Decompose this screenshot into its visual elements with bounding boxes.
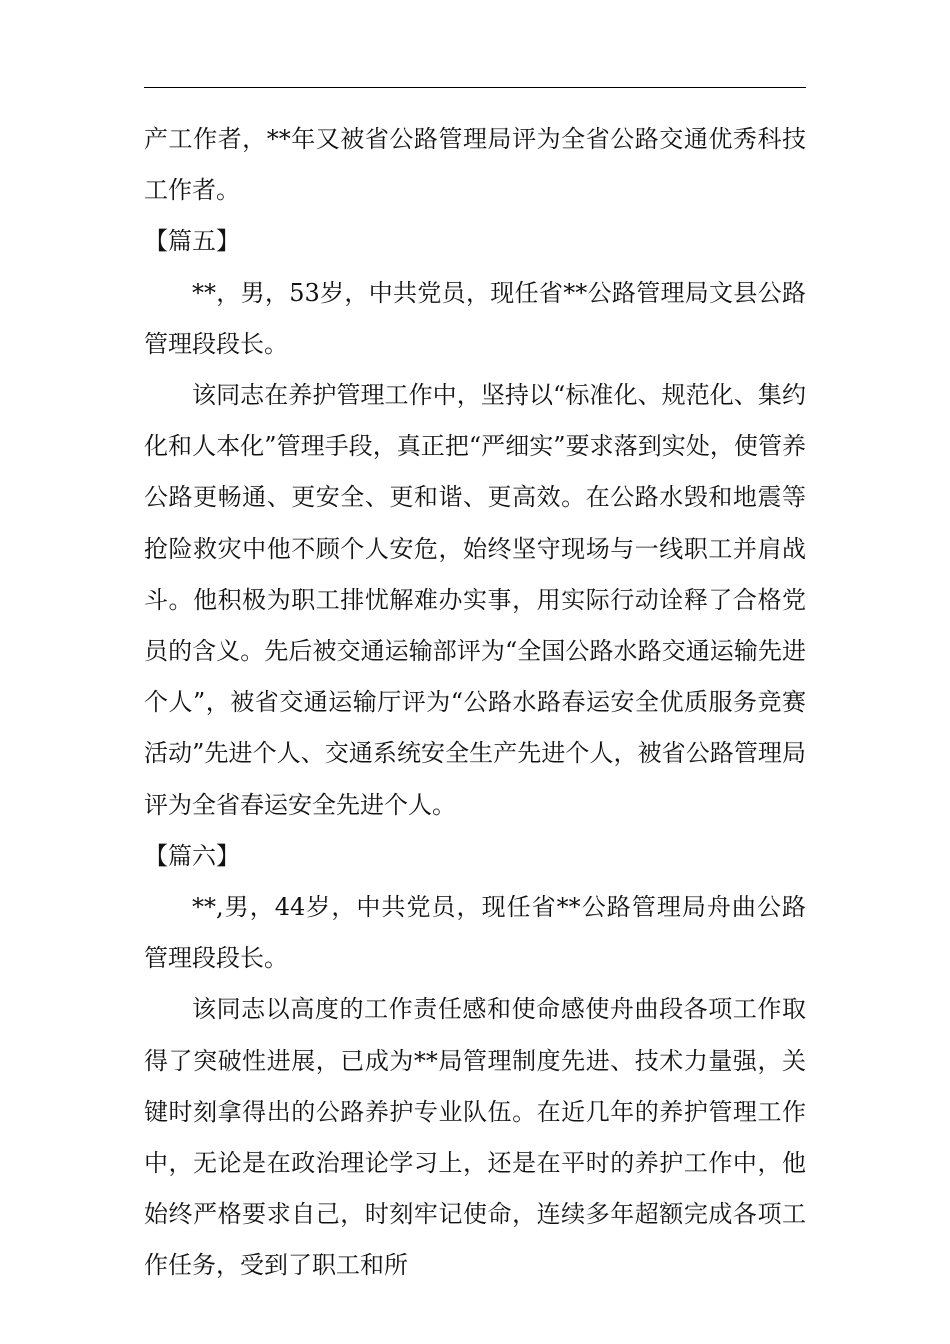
- profile-intro-paragraph: **，男，53岁，中共党员，现任省**公路管理局文县公路管理段段长。: [144, 278, 806, 358]
- document-body: [144, 114, 806, 1292]
- section-heading-6: 【篇六】: [144, 841, 240, 870]
- profile-detail-paragraph: 该同志在养护管理工作中，坚持以“标准化、规范化、集约化和人本化”管理手段，真正把“严细实”要求落到实处，使管养公路更畅通、更安全、更和谐、更高效。在公路水毁和地震等抢险救灾中他不顾个人安危，始终坚守现场与一线职工并肩战斗。他积极为职工排忧解难办实事，用实际行动诠释了合格党员的含义。先后被交通运输部评为“全国公路水路交通运输先进个人”，被省交通运输厅评为“公路水路春运安全优质服务竞赛活动”先进个人、交通系统安全生产先进个人，被省公路管理局评为全省春运安全先进个人。: [144, 381, 806, 819]
- profile-intro-paragraph: **,男，44岁，中共党员，现任省**公路管理局舟曲公路管理段段长。: [144, 893, 806, 973]
- profile-detail-paragraph: 该同志以高度的工作责任感和使命感使舟曲段各项工作取得了突破性进展，已成为**局管理制度先进、技术力量强，关键时刻拿得出的公路养护专业队伍。在近几年的养护管理工作中，无论是在政治理论学习上，还是在平时的养护工作中，他始终严格要求自己，时刻牢记使命，连续多年超额完成各项工作任务，受到了职工和所: [144, 995, 806, 1280]
- section-heading-5: 【篇五】: [144, 227, 240, 256]
- continuation-paragraph: 产工作者，**年又被省公路管理局评为全省公路交通优秀科技工作者。: [144, 125, 806, 205]
- header-rule: [144, 87, 806, 88]
